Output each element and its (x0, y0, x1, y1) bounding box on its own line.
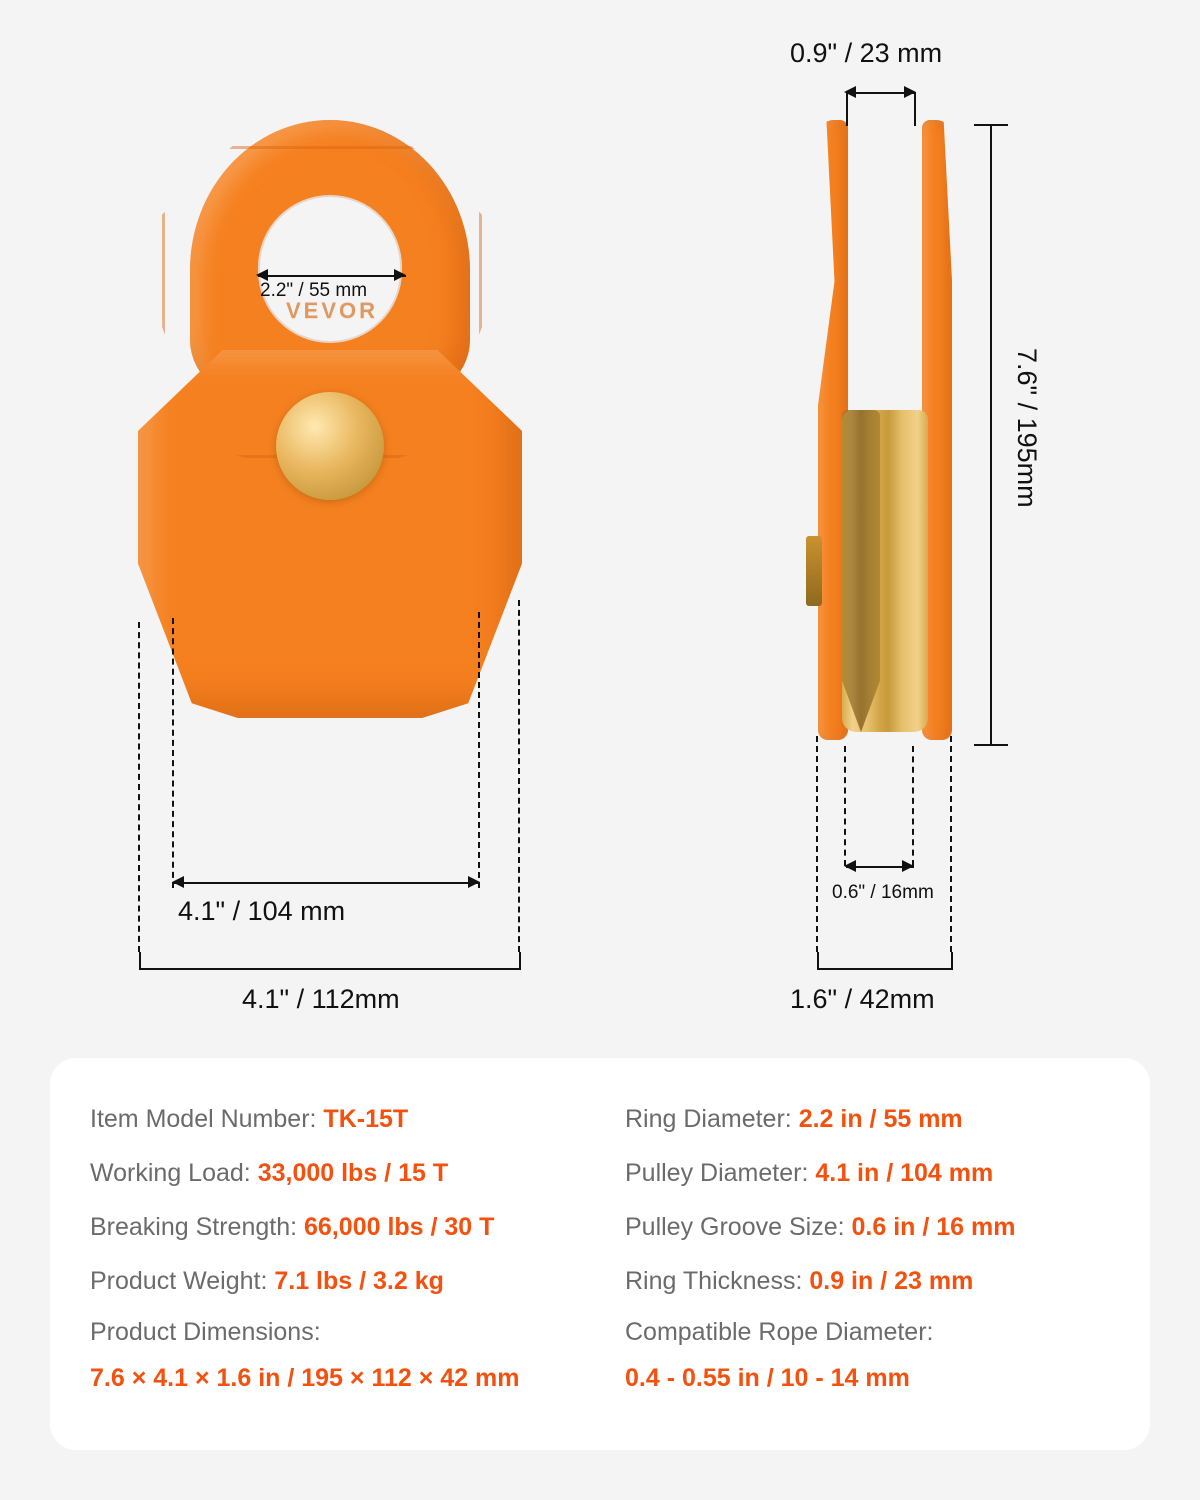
overall-depth-line (817, 968, 951, 970)
spec-row (625, 1256, 1110, 1306)
overall-height-line (990, 124, 992, 746)
spec-row (625, 1310, 1110, 1400)
spec-row (625, 1148, 1110, 1198)
spec-value: TK-15T (323, 1105, 409, 1133)
overall-depth-ext-right (950, 736, 952, 952)
spec-value: 7.6 × 4.1 × 1.6 in / 195 × 112 × 42 mm (90, 1364, 520, 1392)
spec-column-left (90, 1094, 575, 1420)
overall-depth-label: 1.6" / 42mm (790, 984, 935, 1014)
axle-bolt (806, 536, 822, 606)
spec-label: Pulley Groove Size: (625, 1213, 845, 1241)
pulley-diameter-arrow-right (468, 876, 480, 888)
spec-value: 7.1 lbs / 3.2 kg (274, 1267, 444, 1295)
ring-diameter-arrow-right (394, 269, 406, 281)
pulley-diameter-ext-left (172, 618, 174, 888)
spec-label: Product Dimensions: (90, 1318, 321, 1346)
spec-row (90, 1256, 575, 1306)
ring-thickness-ext-right (914, 92, 916, 126)
overall-width-ext-right (518, 600, 520, 952)
overall-width-tick-right (519, 952, 521, 970)
groove-size-arrow-left (844, 860, 856, 872)
overall-height-tick-bottom (974, 744, 1008, 746)
overall-width-line (139, 968, 521, 970)
overall-width-ext-left (138, 622, 140, 952)
overall-depth-ext-left (816, 736, 818, 952)
spec-row (90, 1202, 575, 1252)
spec-value: 4.1 in / 104 mm (815, 1159, 994, 1187)
side-view-illustration (790, 120, 1010, 740)
spec-label: Ring Thickness: (625, 1267, 803, 1295)
overall-height-label: 7.6" / 195mm (1012, 348, 1042, 508)
spec-label: Breaking Strength: (90, 1213, 298, 1241)
spec-label: Pulley Diameter: (625, 1159, 809, 1187)
overall-width-label: 4.1" / 112mm (242, 984, 400, 1014)
spec-label: Product Weight: (90, 1267, 268, 1295)
groove-size-label: 0.6" / 16mm (832, 882, 934, 903)
ring-thickness-label: 0.9" / 23 mm (790, 38, 943, 68)
spec-row (90, 1094, 575, 1144)
specifications-card (50, 1058, 1150, 1450)
groove-ext-right (912, 746, 914, 866)
pulley-diameter-ext-right (478, 612, 480, 888)
spec-label: Compatible Rope Diameter: (625, 1318, 934, 1346)
overall-width-tick-left (139, 952, 141, 970)
sheave-groove (842, 410, 880, 732)
pulley-diameter-label: 4.1" / 104 mm (178, 896, 346, 926)
groove-size-arrow-right (902, 860, 914, 872)
pulley-center-hub (276, 392, 384, 500)
spec-row (625, 1202, 1110, 1252)
spec-label: Ring Diameter: (625, 1105, 792, 1133)
overall-depth-tick-left (817, 952, 819, 970)
spec-value: 2.2 in / 55 mm (798, 1105, 963, 1133)
spec-label: Item Model Number: (90, 1105, 317, 1133)
front-view-illustration (130, 120, 530, 720)
spec-value: 0.6 in / 16 mm (851, 1213, 1016, 1241)
pulley-diameter-arrow-left (172, 876, 184, 888)
spec-value: 0.4 - 0.55 in / 10 - 14 mm (625, 1364, 910, 1392)
spec-value: 0.9 in / 23 mm (809, 1267, 974, 1295)
overall-depth-tick-right (951, 952, 953, 970)
spec-value: 33,000 lbs / 15 T (257, 1159, 449, 1187)
ring-thickness-ext-left (846, 92, 848, 126)
groove-ext-left (844, 746, 846, 866)
spec-value: 66,000 lbs / 30 T (304, 1213, 495, 1241)
ring-diameter-line (258, 275, 406, 277)
pulley-diameter-line (174, 882, 480, 884)
spec-row (90, 1148, 575, 1198)
ring-diameter-label: 2.2" / 55 mm (260, 280, 368, 301)
spec-row (625, 1094, 1110, 1144)
spec-column-right (575, 1094, 1110, 1420)
spec-label: Working Load: (90, 1159, 251, 1187)
overall-height-tick-top (974, 124, 1008, 126)
spec-row (90, 1310, 575, 1400)
brand-logo-embossed: VEVOR (285, 298, 379, 323)
